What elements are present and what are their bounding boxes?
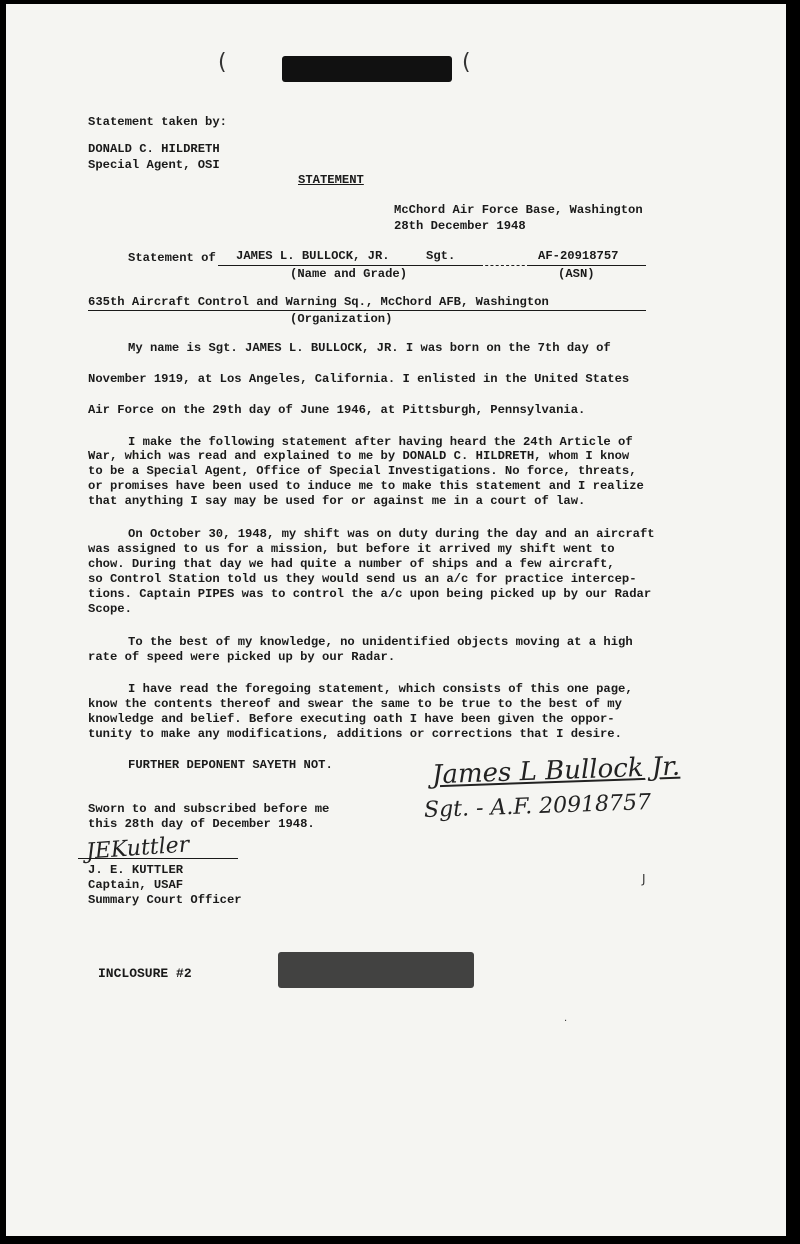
deponent-signature: James L Bullock Jr. [431, 751, 681, 791]
deponent-asn: AF-20918757 [538, 249, 619, 263]
closing-line: FURTHER DEPONENT SAYETH NOT. [128, 758, 333, 772]
p2-line-2: War, which was read and explained to me by DONALD C. HILDRETH, whom I know [88, 449, 630, 463]
sworn-line-2: this 28th day of December 1948. [88, 817, 315, 831]
paren-mark-left: ( [218, 50, 227, 75]
p4-line-2: rate of speed were picked up by our Radar. [88, 650, 396, 664]
officer-signature-rule [78, 858, 238, 859]
p2-line-5: that anything I say may be used for or against me in a court of law. [88, 494, 586, 508]
agent-name: DONALD C. HILDRETH [88, 142, 220, 156]
p1-line-2: November 1919, at Los Angeles, California. I enlisted in the United States [88, 372, 630, 386]
officer-signature: JEKuttler [85, 832, 191, 865]
asn-caption: (ASN) [558, 267, 595, 281]
officer-rank: Captain, USAF [88, 878, 184, 892]
scan-mark: J [642, 872, 646, 886]
organization: 635th Aircraft Control and Warning Sq., McChord AFB, Washington [88, 295, 549, 309]
paren-mark-right: ( [462, 50, 471, 75]
p3-line-3: chow. During that day we had quite a number of ships and a few aircraft, [88, 557, 615, 571]
p4-line-1: To the best of my knowledge, no unidentified objects moving at a high [128, 635, 633, 649]
document-title: STATEMENT [298, 173, 364, 187]
p2-line-3: to be a Special Agent, Office of Special Investigations. No force, threats, [88, 464, 637, 478]
officer-name: J. E. KUTTLER [88, 863, 184, 877]
p3-line-2: was assigned to us for a mission, but before it arrived my shift went to [88, 542, 615, 556]
p3-line-5: tions. Captain PIPES was to control the a/c upon being picked up by our Radar [88, 587, 652, 601]
sworn-line-1: Sworn to and subscribed before me [88, 802, 330, 816]
p5-line-1: I have read the foregoing statement, which consists of this one page, [128, 682, 633, 696]
p3-line-1: On October 30, 1948, my shift was on duty during the day and an aircraft [128, 527, 655, 541]
taken-by-label: Statement taken by: [88, 115, 227, 129]
p1-line-1: My name is Sgt. JAMES L. BULLOCK, JR. I was born on the 7th day of [128, 341, 611, 355]
name-grade-caption: (Name and Grade) [290, 267, 408, 281]
document-page [6, 4, 786, 1236]
p3-line-6: Scope. [88, 602, 132, 616]
redacted-classification-top [282, 56, 452, 82]
p2-line-4: or promises have been used to induce me to make this statement and I realize [88, 479, 644, 493]
deponent-signature-id: Sgt. - A.F. 20918757 [423, 790, 652, 823]
inclosure-label: INCLOSURE #2 [98, 966, 192, 981]
agent-title: Special Agent, OSI [88, 158, 220, 172]
redacted-classification-bottom [278, 952, 474, 988]
deponent-name: JAMES L. BULLOCK, JR. [236, 249, 390, 263]
deponent-grade: Sgt. [426, 249, 456, 263]
p1-line-3: Air Force on the 29th day of June 1946, at Pittsburgh, Pennsylvania. [88, 403, 586, 417]
organization-caption: (Organization) [290, 312, 393, 326]
statement-of-dashed-rule [480, 265, 530, 266]
statement-date: 28th December 1948 [394, 219, 526, 233]
location: McChord Air Force Base, Washington [394, 203, 643, 217]
p5-line-3: knowledge and belief. Before executing oath I have been given the oppor- [88, 712, 615, 726]
scan-mark: · [564, 1016, 568, 1027]
p3-line-4: so Control Station told us they would send us an a/c for practice intercep- [88, 572, 637, 586]
p5-line-4: tunity to make any modifications, additions or corrections that I desire. [88, 727, 622, 741]
officer-role: Summary Court Officer [88, 893, 242, 907]
p5-line-2: know the contents thereof and swear the same to be true to the best of my [88, 697, 622, 711]
p2-line-1: I make the following statement after having heard the 24th Article of [128, 435, 633, 449]
statement-of-label: Statement of [128, 251, 216, 265]
